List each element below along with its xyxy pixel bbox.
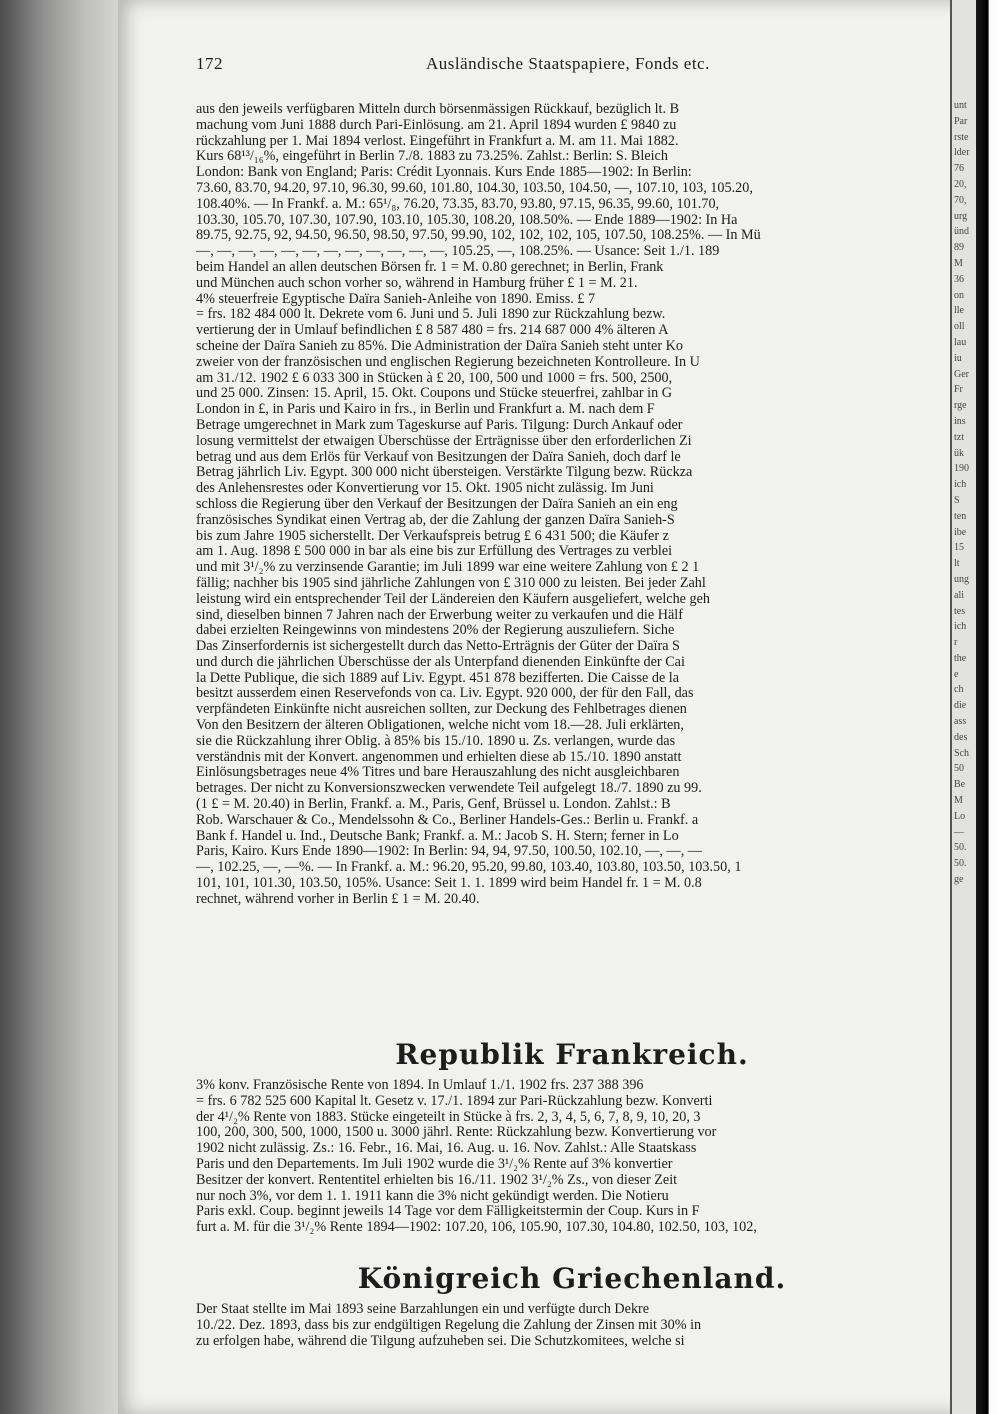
text-line: 108.40%. — In Frankf. a. M.: 65¹/₈, 76.20, 73.35, 83.70, 93.80, 97.15, 96.35, 99.60, 101.70, — [196, 196, 720, 212]
text-line: London in £, in Paris und Kairo in frs., in Berlin und Frankfurt a. M. nach dem F — [196, 402, 655, 418]
next-page-fragment: 36 — [954, 273, 964, 285]
next-page-fragment: on — [954, 289, 964, 301]
next-page-fragment: Lo — [954, 810, 966, 822]
next-page-edge — [950, 0, 978, 1414]
text-line: —, 102.25, —, —%. — In Frankf. a. M.: 96.20, 95.20, 99.80, 103.40, 103.80, 103.50, 103.50, 1 — [196, 860, 742, 876]
next-page-fragment: 15 — [954, 542, 964, 554]
next-page-fragment: 50. — [954, 858, 967, 870]
next-page-fragment: ass — [954, 716, 967, 728]
text-line: 4% steuerfreie Egyptische Daïra Sanieh-Anleihe von 1890. Emiss. £ 7 — [196, 291, 596, 307]
text-line: losung vermittelst der etwaigen Überschüsse der Erträgnisse über den erforderlichen Zi — [196, 433, 692, 449]
text-line: schloss die Regierung über den Verkauf der Besitzungen der Daïra Sanieh an ein eng — [196, 496, 678, 512]
text-line: 10./22. Dez. 1893, dass bis zur endgültigen Regelung die Zahlung der Zinsen mit 30% in — [196, 1317, 702, 1333]
frankreich-text — [196, 1078, 948, 1236]
next-page-fragment: oll — [954, 321, 965, 333]
next-page-fragment: ibe — [954, 526, 967, 538]
next-page-fragment: ali — [954, 589, 964, 601]
text-line: Einlösungsbetrages neue 4% Titres und bare Herauszahlung des nicht ausgleichbaren — [196, 765, 680, 781]
text-line: und München auch schon vorher so, während in Hamburg früher £ 1 = M. 21. — [196, 275, 638, 291]
text-line: sind, dieselben binnen 7 Jahren nach der Erwerbung weiter zu verkaufen und die Hälf — [196, 607, 683, 623]
text-line: am 31./12. 1902 £ 6 033 300 in Stücken à £ 20, 100, 500 und 1000 = frs. 500, 2500, — [196, 370, 673, 386]
next-page-fragment: ten — [954, 510, 967, 522]
text-line: machung vom Juni 1888 durch Pari-Einlösung. am 21. April 1894 wurden £ 9840 zu — [196, 117, 677, 133]
text-line: Von den Besitzern der älteren Obligationen, welche nicht vom 18.—28. Juli erklärten, — [196, 718, 684, 734]
text-line: am 1. Aug. 1898 £ 500 000 in bar als eine bis zur Erfüllung des Vertrages zu verblei — [196, 544, 673, 560]
next-page-fragment: rge — [954, 400, 967, 412]
text-line: 101, 101, 101.30, 103.50, 105%. Usance: Seit 1. 1. 1899 wird beim Handel fr. 1 = M. 0.8 — [196, 876, 702, 892]
next-page-fragment: ge — [954, 874, 964, 886]
text-line: 73.60, 83.70, 94.20, 97.10, 96.30, 99.60, 101.80, 104.30, 103.50, 104.50, —, 107.10, 103, 105.20, — [196, 180, 753, 196]
next-page-fragment: ich — [954, 479, 967, 491]
text-line: nur noch 3%, vor dem 1. 1. 1911 kann die 3% nicht gekündigt werden. Die Notieru — [196, 1188, 669, 1204]
text-line: Das Zinserfordernis ist sichergestellt durch das Netto-Erträgnis der Güter der Daïra S — [196, 639, 680, 655]
next-page-fragment: — — [954, 826, 964, 838]
next-page-fragment: 76 — [954, 163, 964, 175]
next-page-fragment: tes — [954, 605, 966, 617]
text-line: rückzahlung per 1. Mai 1894 verlost. Eingeführt in Frankfurt a. M. am 11. Mai 1882. — [196, 133, 679, 149]
text-line: 1902 nicht zulässig. Zs.: 16. Febr., 16. Mai, 16. Aug. u. 16. Nov. Zahlst.: Alle Staatskass — [196, 1141, 697, 1157]
next-page-fragment: the — [954, 652, 967, 664]
text-line: Paris exkl. Coup. beginnt jeweils 14 Tage vor dem Fälligkeitstermin der Coup. Kurs in F — [196, 1204, 700, 1220]
text-line: beim Handel an allen deutschen Börsen fr. 1 = M. 0.80 gerechnet; in Berlin, Frank — [196, 259, 664, 275]
text-line: 3% konv. Französische Rente von 1894. In Umlauf 1./1. 1902 frs. 237 388 396 — [196, 1078, 644, 1093]
next-page-fragment: 190 — [954, 463, 969, 475]
next-page-fragment: ich — [954, 621, 967, 633]
running-title: Ausländische Staatspapiere, Fonds etc. — [426, 54, 710, 73]
text-line: Bank f. Handel u. Ind., Deutsche Bank; Frankf. a. M.: Jacob S. H. Stern; ferner in Lo — [196, 828, 679, 844]
next-page-fragment: rste — [954, 131, 969, 143]
daira-sanieh-text — [196, 102, 948, 908]
text-line: französisches Syndikat einen Vertrag ab, der die Zahlung der ganzen Daïra Sanieh-S — [196, 512, 675, 528]
next-page-fragment: 50. — [954, 842, 967, 854]
next-page-fragment: tzt — [954, 431, 964, 443]
text-line: Besitzer der konvert. Rententitel erhielten bis 16./11. 1902 3¹/₂% Zs., von dieser Zeit — [196, 1172, 678, 1188]
next-page-fragment: ünd — [954, 226, 969, 238]
next-page-fragment: Sch — [954, 747, 969, 759]
text-line: 100, 200, 300, 500, 1000, 1500 u. 3000 jährl. Rente: Rückzahlung bezw. Konvertierung vor — [196, 1125, 717, 1141]
text-line: besitzt ausserdem einen Reservefonds von ca. Liv. Egypt. 920 000, der für den Fall, das — [196, 686, 694, 702]
text-line: Paris, Kairo. Kurs Ende 1890—1902: In Berlin: 94, 94, 97.50, 100.50, 102.10, —, —, — — [196, 844, 702, 860]
text-line: zu erfolgen habe, während die Tilgung aufzuheben sei. Die Schutzkomitees, welche si — [196, 1333, 685, 1349]
next-page-fragment: lau — [954, 336, 967, 348]
next-page-fragment: M — [954, 795, 963, 807]
next-page-fragment: 70, — [954, 194, 967, 206]
next-page-fragment: unt — [954, 100, 967, 111]
scan-edge-right — [976, 0, 1000, 1414]
next-page-fragment: 89 — [954, 242, 964, 254]
text-line: verpfändeten Einkünfte nicht ausreichen sollten, zur Deckung des Fehlbetrages dienen — [196, 702, 687, 718]
section-heading-griechenland: Königreich Griechenland. — [357, 1262, 787, 1295]
text-line: Kurs 68¹³/₁₆%, eingeführt in Berlin 7./8. 1883 zu 73.25%. Zahlst.: Berlin: S. Bleich — [196, 149, 668, 165]
next-page-fragment: des — [954, 731, 968, 743]
text-line: und mit 3¹/₂% zu verzinsende Garantie; im Juli 1899 war eine weitere Zahlung von £ 2 1 — [196, 560, 700, 576]
next-page-fragment: Ger — [954, 368, 969, 380]
text-line: fällig; nachher bis 1905 sind jährliche Zahlungen von £ 310 000 zu leisten. Bei jeder Zahl — [196, 575, 706, 591]
text-line: Betrage umgerechnet in Mark zum Tageskurse auf Paris. Tilgung: Durch Ankauf oder — [196, 417, 683, 433]
text-line: aus den jeweils verfügbaren Mitteln durch börsenmässigen Rückkauf, bezüglich lt. B — [196, 102, 680, 117]
next-page-fragment: lle — [954, 305, 964, 317]
text-line: sie die Rückzahlung ihrer Oblig. à 85% bis 15./10. 1890 u. Zs. verlangen, wurde das — [196, 733, 676, 749]
next-page-fragment: lder — [954, 147, 970, 159]
text-line: Rob. Warschauer & Co., Mendelssohn & Co., Berliner Handels-Ges.: Berlin u. Frankf. a — [196, 812, 699, 828]
next-page-fragment: lt — [954, 558, 960, 570]
next-page-fragment: Fr — [954, 384, 963, 396]
text-line: Der Staat stellte im Mai 1893 seine Barzahlungen ein und verfügte durch Dekre — [196, 1302, 650, 1317]
text-line: bis zum Jahre 1905 sicherstellt. Der Verkaufspreis betrug £ 6 431 500; die Käufer z — [196, 528, 669, 544]
text-line: Paris und den Departements. Im Juli 1902 wurde die 3¹/₂% Rente auf 3% konvertier — [196, 1156, 673, 1172]
next-page-fragment: r — [954, 637, 958, 649]
text-line: —, —, —, —, —, —, —, —, —, —, —, —, 105.25, —, 108.25%. — Usance: Seit 1./1. 189 — [196, 244, 720, 260]
next-page-fragment: M — [954, 257, 963, 269]
next-page-fragment: ch — [954, 684, 964, 696]
text-line: und durch die jährlichen Überschüsse der als Unterpfand dienenden Einkünfte der Cai — [196, 654, 685, 670]
next-page-fragment: Par — [954, 115, 968, 127]
text-line: (1 £ = M. 20.40) in Berlin, Frankf. a. M., Paris, Genf, Brüssel u. London. Zahlst.: B — [196, 797, 671, 813]
next-page-fragment: iu — [954, 352, 962, 364]
next-page-fragment: urg — [954, 210, 968, 222]
text-line: der 4¹/₂% Rente von 1883. Stücke eingeteilt in Stücke à frs. 2, 3, 4, 5, 6, 7, 8, 9, 10, 20, 3 — [196, 1109, 701, 1125]
next-page-fragment: 50 — [954, 763, 964, 775]
text-line: zweier von der französischen und englischen Regierung bezeichneten Kontrolleure. In U — [196, 354, 700, 370]
text-line: London: Bank von England; Paris: Crédit Lyonnais. Kurs Ende 1885—1902: In Berlin: — [196, 165, 692, 181]
text-line: des Anlehensrestes oder Konvertierung vor 15. Okt. 1905 nicht zulässig. Im Juni — [196, 481, 654, 497]
next-page-fragment: Be — [954, 779, 966, 791]
text-line: leistung wird ein entsprechender Teil der Ländereien den Käufern ausgeliefert, welche geh — [196, 591, 710, 607]
text-line: vertierung der in Umlauf befindlichen £ 8 587 480 = frs. 214 687 000 4% älteren A — [196, 323, 669, 339]
next-page-fragment: e — [954, 668, 959, 680]
next-page-fragment: ins — [954, 415, 966, 427]
text-line: = frs. 182 484 000 lt. Dekrete vom 6. Juni und 5. Juli 1890 zur Rückzahlung bezw. — [196, 307, 666, 323]
text-line: betrag und aus dem Erlös für Verkauf von Besitzungen der Daïra Sanieh, doch darf le — [196, 449, 681, 465]
text-line: furt a. M. für die 3¹/₂% Rente 1894—1902: 107.20, 106, 105.90, 107.30, 104.80, 102.50, 103, 102, — [196, 1220, 757, 1236]
text-line: rechnet, während vorher in Berlin £ 1 = M. 20.40. — [196, 891, 480, 907]
text-line: verständnis mit der Konvert. angenommen und erhielten diese ab 15./10. 1890 anstatt — [196, 749, 682, 765]
text-line: 89.75, 92.75, 92, 94.50, 96.50, 98.50, 97.50, 99.90, 102, 102, 102, 105, 107.50, 108.25%. — In Mü — [196, 228, 761, 244]
scan-binding-shadow — [0, 0, 120, 1414]
text-line: la Dette Publique, die sich 1889 auf Liv. Egypt. 451 878 bezifferten. Die Caisse de la — [196, 670, 680, 686]
next-page-fragment: S — [954, 494, 960, 506]
text-line: und 25 000. Zinsen: 15. April, 15. Okt. Coupons und Stücke steuerfrei, zahlbar in G — [196, 386, 673, 402]
text-line: Betrag jährlich Liv. Egypt. 300 000 nicht übersteigen. Verstärkte Tilgung bezw. Rückza — [196, 465, 693, 481]
text-line: 103.30, 105.70, 107.30, 107.90, 103.10, 105.30, 108.20, 108.50%. — Ende 1889—1902: In Ha — [196, 212, 738, 228]
text-line: = frs. 6 782 525 600 Kapital lt. Gesetz v. 17./1. 1894 zur Pari-Rückzahlung bezw. Konverti — [196, 1093, 713, 1109]
griechenland-text — [196, 1302, 948, 1349]
next-page-fragment: die — [954, 700, 967, 712]
next-page-fragments — [952, 98, 970, 888]
page-number: 172 — [196, 54, 223, 73]
text-line: dabei erzielten Reingewinns von mindestens 20% der Regierung auszuliefern. Siche — [196, 623, 675, 639]
next-page-fragment: 20, — [954, 178, 967, 190]
text-line: scheine der Daïra Sanieh zu 85%. Die Administration der Daïra Sanieh steht unter Ko — [196, 338, 683, 354]
text-line: betrages. Der nicht zu Konversionszwecken verwendete Teil aufgelegt 18./7. 1890 zu 99. — [196, 781, 702, 797]
next-page-fragment: ük — [954, 447, 964, 459]
section-heading-frankreich: Republik Frankreich. — [395, 1038, 749, 1071]
next-page-fragment: ung — [954, 573, 969, 585]
